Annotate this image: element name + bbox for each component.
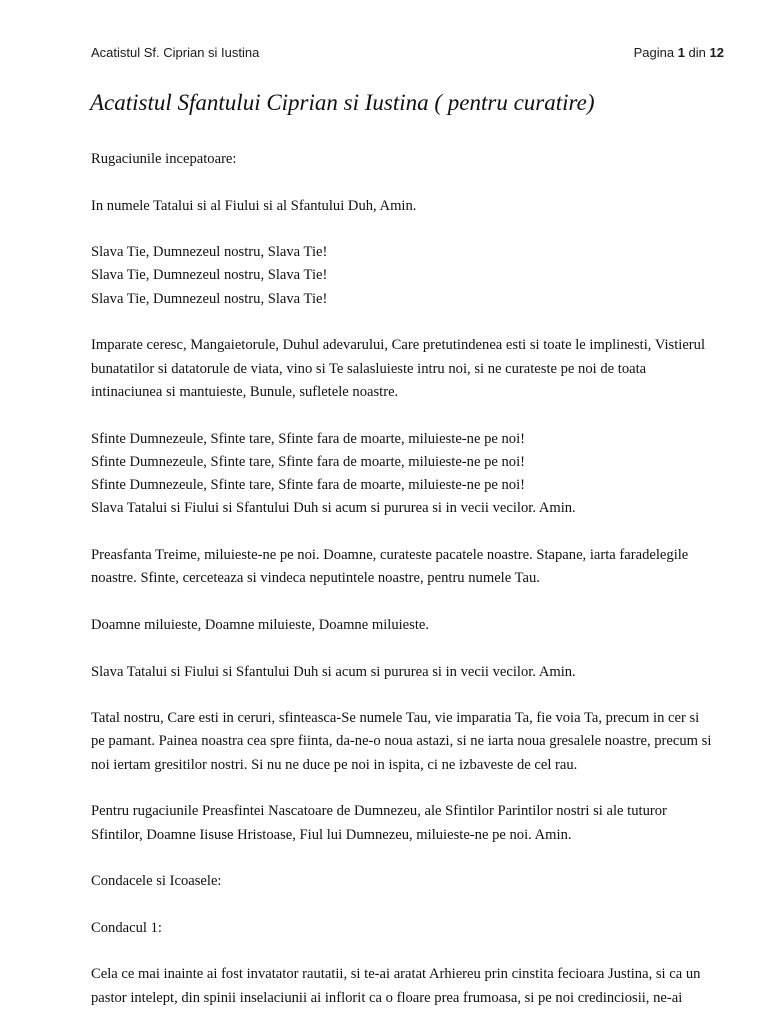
text-line: Sfintilor, Doamne Iisuse Hristoase, Fiul lui Dumnezeu, miluieste-ne pe noi. Amin. [91,826,572,843]
paragraph [91,800,731,847]
text-line: pe pamant. Painea noastra cea spre fiinta, da-ne-o noua astazi, si ne iarta noua gresalele noastre, precum si [91,733,712,750]
paragraph [91,334,731,404]
paragraph [91,544,731,591]
paragraph [91,917,731,940]
paragraph-spacer [91,637,731,660]
paragraph-spacer [91,591,731,614]
header-page-number [634,45,724,60]
paragraph [91,661,731,684]
text-line: Cela ce mai inainte ai fost invatator rautatii, si te-ai aratat Arhiereu prin cinstita fecioara Justina, si ca un [91,966,701,983]
total-pages: 12 [709,45,724,60]
text-line: Slava Tatalui si Fiului si Sfantului Duh si acum si pururea si in vecii vecilor. Amin. [91,500,576,517]
text-line: Slava Tie, Dumnezeul nostru, Slava Tie! [91,244,328,261]
text-line: pastor intelept, din spinii inselaciunii ai inflorit ca o floare prea frumoasa, si pe noi credinciosii, ne-ai [91,989,683,1006]
page-header [91,45,724,67]
paragraph-spacer [91,940,731,963]
paragraph-spacer [91,847,731,870]
paragraph [91,870,731,893]
page-word: Pagina [633,45,675,60]
paragraph-spacer [91,894,731,917]
paragraph-spacer [91,521,731,544]
text-line: Rugaciunile incepatoare: [91,151,237,167]
paragraph-spacer [91,311,731,334]
text-line: Sfinte Dumnezeule, Sfinte tare, Sfinte fara de moarte, miluieste-ne pe noi! [91,430,526,447]
paragraph [91,963,731,1010]
text-line: Condacele si Icoasele: [91,873,222,890]
text-line: intinaciunea si mantuieste, Bunule, sufletele noastre. [91,383,399,400]
paragraph-spacer [91,684,731,707]
paragraph [91,148,731,171]
text-line: Tatal nostru, Care esti in ceruri, sfinteasca-Se numele Tau, vie imparatia Ta, fie voia Ta, precum in cer si [91,710,700,727]
text-line: Slava Tie, Dumnezeul nostru, Slava Tie! [91,290,328,307]
paragraph [91,707,731,777]
text-line: Preasfanta Treime, miluieste-ne pe noi. Doamne, curateste pacatele noastre. Stapane, iarta faradelegile [91,547,689,564]
text-line: Pentru rugaciunile Preasfintei Nascatoare de Dumnezeu, ale Sfintilor Parintilor nostri si ale tuturor [91,803,667,820]
text-line: bunatatilor si datatorule de viata, vino si Te salasluieste intru noi, si ne curateste pe noi de toata [91,360,647,377]
text-line: Sfinte Dumnezeule, Sfinte tare, Sfinte fara de moarte, miluieste-ne pe noi! [91,477,526,494]
of-word: din [688,45,706,60]
text-line: Doamne miluieste, Doamne miluieste, Doamne miluieste. [91,616,430,633]
paragraph-spacer [91,171,731,194]
paragraph [91,428,731,521]
paragraph-spacer [91,777,731,800]
text-line: Slava Tatalui si Fiului si Sfantului Duh si acum si pururea si in vecii vecilor. Amin. [91,663,576,680]
text-line: noi iertam gresitilor nostri. Si nu ne duce pe noi in ispita, ci ne izbaveste de cel rau. [91,756,578,773]
text-line: Slava Tie, Dumnezeul nostru, Slava Tie! [91,267,328,284]
document-body [91,148,731,1010]
header-document-name: Acatistul Sf. Ciprian si Iustina [91,45,260,60]
text-line: Condacul 1: [91,919,162,936]
paragraph-spacer [91,218,731,241]
paragraph [91,195,731,218]
text-line: In numele Tatalui si al Fiului si al Sfantului Duh, Amin. [91,197,417,214]
text-line: noastre. Sfinte, cerceteaza si vindeca neputintele noastre, pentru numele Tau. [91,570,540,587]
text-line: Imparate ceresc, Mangaietorule, Duhul adevarului, Care pretutindenea esti si toate le implinesti, Vistierul [91,337,706,354]
current-page: 1 [677,45,685,60]
paragraph [91,241,731,311]
paragraph [91,614,731,637]
text-line: Sfinte Dumnezeule, Sfinte tare, Sfinte fara de moarte, miluieste-ne pe noi! [91,453,526,470]
paragraph-spacer [91,404,731,427]
document-title: Acatistul Sfantului Ciprian si Iustina ( pentru curatire) [90,90,595,115]
